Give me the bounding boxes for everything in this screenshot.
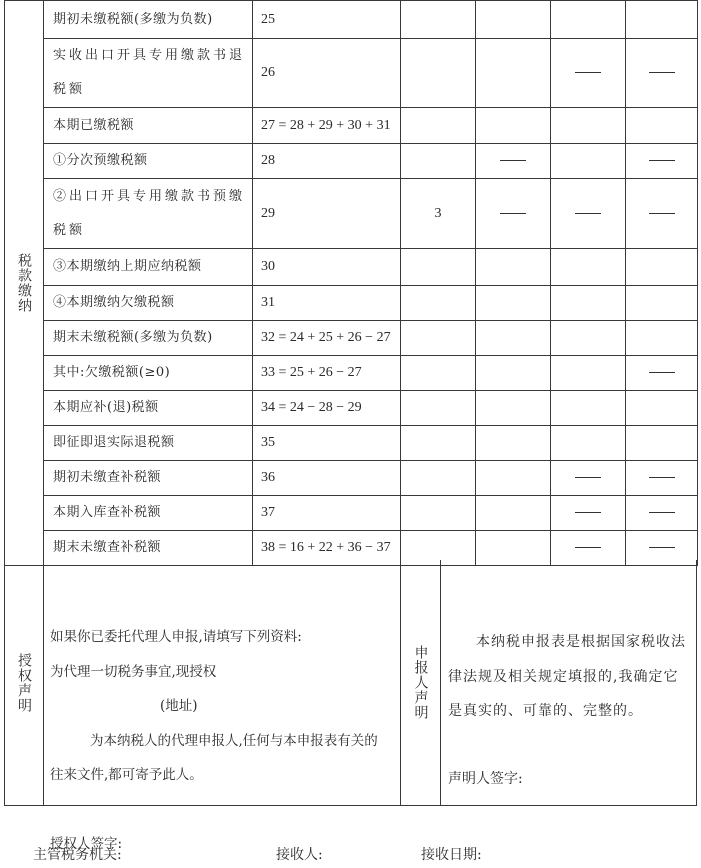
value-cell[interactable]	[476, 426, 551, 461]
value-cell[interactable]	[476, 321, 551, 356]
value-cell[interactable]	[401, 1, 476, 39]
not-applicable-dash	[649, 372, 675, 373]
value-cell[interactable]	[551, 39, 626, 108]
not-applicable-dash	[649, 72, 675, 73]
declaration-text-block	[448, 625, 692, 796]
item-label: 期末未缴税额(多缴为负数)	[44, 321, 253, 356]
not-applicable-dash	[575, 72, 601, 73]
value-cell[interactable]	[401, 496, 476, 531]
not-applicable-dash	[649, 477, 675, 478]
value-cell[interactable]	[401, 39, 476, 108]
table-row	[5, 496, 698, 531]
value-cell[interactable]	[401, 249, 476, 286]
value-cell[interactable]	[476, 144, 551, 179]
not-applicable-dash	[649, 160, 675, 161]
value-cell[interactable]	[551, 249, 626, 286]
value-cell[interactable]	[401, 108, 476, 144]
line-number: 30	[253, 249, 401, 286]
item-label: ①分次预缴税额	[44, 144, 253, 179]
not-applicable-dash	[500, 213, 526, 214]
value-cell[interactable]	[626, 179, 698, 249]
table-row	[5, 391, 698, 426]
value-cell[interactable]	[551, 426, 626, 461]
line-number: 37	[253, 496, 401, 531]
line-number: 38 = 16 + 22 + 36 − 37	[253, 531, 401, 566]
value-cell[interactable]	[626, 249, 698, 286]
value-cell[interactable]	[551, 321, 626, 356]
value-cell[interactable]	[551, 286, 626, 321]
line-number: 27 = 28 + 29 + 30 + 31	[253, 108, 401, 144]
tax-authority-label: 主管税务机关:	[33, 847, 122, 863]
line-number: 25	[253, 1, 401, 39]
table-row	[5, 249, 698, 286]
not-applicable-dash	[500, 160, 526, 161]
value-cell[interactable]	[551, 496, 626, 531]
value-cell[interactable]	[626, 144, 698, 179]
value-cell[interactable]	[476, 496, 551, 531]
declaration-label-cell	[401, 560, 441, 805]
value-cell[interactable]	[476, 356, 551, 391]
table-row	[5, 321, 698, 356]
value-cell[interactable]	[626, 321, 698, 356]
value-cell[interactable]	[476, 108, 551, 144]
line-number: 26	[253, 39, 401, 108]
authorization-line-2: 为代理一切税务事宜,现授权	[50, 663, 217, 680]
item-label: ②出口开具专用缴款书预缴税额	[44, 179, 253, 249]
line-number: 34 = 24 − 28 − 29	[253, 391, 401, 426]
item-label: 本期入库查补税额	[44, 496, 253, 531]
value-cell[interactable]	[401, 179, 476, 249]
table-row	[5, 286, 698, 321]
authorization-line-4: 为本纳税人的代理申报人,任何与本申报表有关的往来文件,都可寄予此人。	[50, 732, 378, 783]
not-applicable-dash	[649, 547, 675, 548]
value-cell[interactable]	[401, 321, 476, 356]
value-cell[interactable]	[401, 286, 476, 321]
item-label: 其中:欠缴税额(≥0)	[44, 356, 253, 391]
value-cell[interactable]	[551, 179, 626, 249]
line-number: 31	[253, 286, 401, 321]
not-applicable-dash	[575, 512, 601, 513]
value-cell[interactable]	[626, 286, 698, 321]
authorization-label: 授权声明	[16, 652, 32, 713]
table-row	[5, 39, 698, 108]
cell-value: 3	[434, 205, 442, 221]
table-row	[5, 179, 698, 249]
item-label: 实收出口开具专用缴款书退税额	[44, 39, 253, 108]
value-cell[interactable]	[476, 461, 551, 496]
value-cell[interactable]	[626, 496, 698, 531]
value-cell[interactable]	[626, 461, 698, 496]
value-cell[interactable]	[551, 108, 626, 144]
section-label-cell	[5, 1, 44, 566]
value-cell[interactable]	[401, 391, 476, 426]
table-row	[5, 144, 698, 179]
value-cell[interactable]	[551, 356, 626, 391]
value-cell[interactable]	[476, 391, 551, 426]
item-label: 即征即退实际退税额	[44, 426, 253, 461]
declaration-label: 申报人声明	[412, 645, 429, 720]
declaration-text: 本纳税申报表是根据国家税收法律法规及相关规定填报的,我确定它是真实的、可靠的、完整的。	[448, 634, 686, 719]
value-cell[interactable]	[626, 1, 698, 39]
tax-payment-table	[4, 0, 698, 566]
line-number: 32 = 24 + 25 + 26 − 27	[253, 321, 401, 356]
value-cell[interactable]	[401, 461, 476, 496]
value-cell[interactable]	[401, 426, 476, 461]
line-number: 33 = 25 + 26 − 27	[253, 356, 401, 391]
not-applicable-dash	[575, 477, 601, 478]
item-label: 本期已缴税额	[44, 108, 253, 144]
value-cell[interactable]	[476, 179, 551, 249]
value-cell[interactable]	[476, 1, 551, 39]
receive-date-label: 接收日期:	[421, 847, 482, 863]
line-number: 35	[253, 426, 401, 461]
value-cell[interactable]	[626, 426, 698, 461]
section-label: 税款缴纳	[16, 253, 32, 313]
value-cell[interactable]	[551, 391, 626, 426]
not-applicable-dash	[575, 547, 601, 548]
value-cell[interactable]	[401, 144, 476, 179]
declaration-signature: 声明人签字:	[448, 770, 523, 787]
value-cell[interactable]	[626, 356, 698, 391]
item-label: 期初未缴税额(多缴为负数)	[44, 1, 253, 39]
authorization-text	[50, 620, 390, 861]
item-label: ③本期缴纳上期应纳税额	[44, 249, 253, 286]
line-number: 36	[253, 461, 401, 496]
value-cell[interactable]	[551, 144, 626, 179]
value-cell[interactable]	[476, 249, 551, 286]
not-applicable-dash	[649, 213, 675, 214]
line-number: 29	[253, 179, 401, 249]
item-label: 本期应补(退)税额	[44, 391, 253, 426]
item-label: 期初未缴查补税额	[44, 461, 253, 496]
item-label: ④本期缴纳欠缴税额	[44, 286, 253, 321]
authorization-line-1: 如果你已委托代理人申报,请填写下列资料:	[50, 629, 302, 645]
authorization-address: (地址)	[160, 698, 198, 714]
value-cell[interactable]	[551, 1, 626, 39]
line-number: 28	[253, 144, 401, 179]
value-cell[interactable]	[626, 391, 698, 426]
not-applicable-dash	[575, 213, 601, 214]
value-cell[interactable]	[401, 356, 476, 391]
value-cell[interactable]	[626, 108, 698, 144]
authorization-signature: 授权人签字:	[50, 835, 123, 852]
table-row	[5, 461, 698, 496]
value-cell[interactable]	[476, 39, 551, 108]
value-cell[interactable]	[626, 39, 698, 108]
value-cell[interactable]	[551, 461, 626, 496]
authorization-label-cell	[5, 560, 44, 805]
table-row	[5, 356, 698, 391]
table-row	[5, 1, 698, 39]
table-row	[5, 426, 698, 461]
table-row	[5, 108, 698, 144]
value-cell[interactable]	[476, 286, 551, 321]
not-applicable-dash	[649, 512, 675, 513]
receiver-label: 接收人:	[276, 847, 323, 863]
item-label: 期末未缴查补税额	[44, 531, 253, 566]
